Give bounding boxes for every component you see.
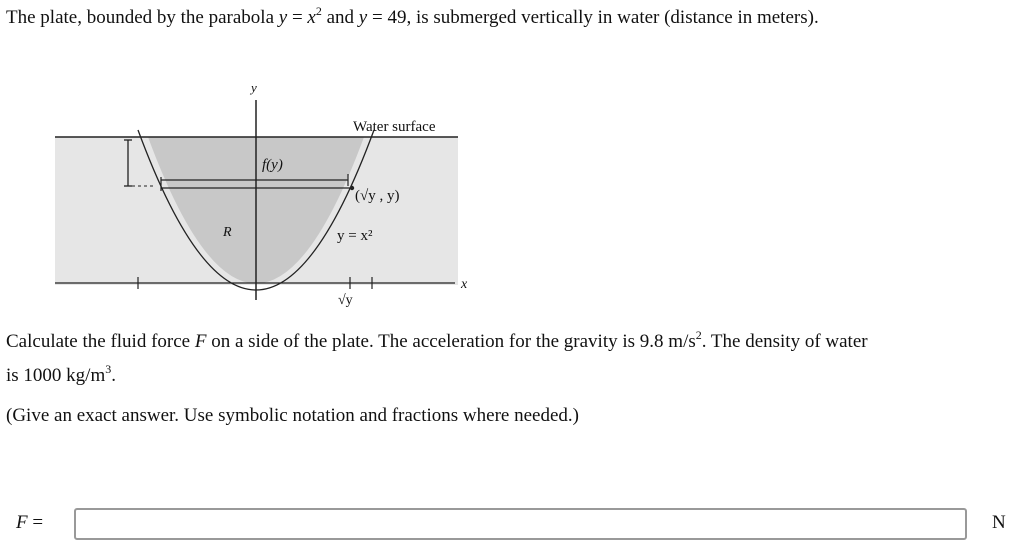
answer-label: F = [16, 512, 44, 533]
answer-instructions: (Give an exact answer. Use symbolic notation and fractions where needed.) [6, 405, 579, 426]
answer-input[interactable] [74, 508, 967, 540]
f-of-y-label: f(y) [262, 157, 283, 173]
unit-label: N [992, 512, 1006, 533]
water-surface-label: Water surface [353, 119, 436, 135]
x-axis-label: x [461, 277, 468, 292]
curve-label: y = x² [337, 228, 373, 244]
problem-intro: The plate, bounded by the parabola $y = x^2$ and y = 49, is submerged vertically in water (distance in meters). [6, 4, 819, 28]
point-marker [350, 186, 354, 190]
problem-density: is 1000 $kg/m^3$. [6, 362, 116, 386]
point-label: (√y , y) [355, 188, 400, 204]
y-axis-label: y [251, 80, 257, 95]
plate-diagram [0, 70, 480, 320]
sqrt-y-label: √y [338, 293, 353, 308]
problem-question: Calculate the fluid force F on a side of the plate. The acceleration for the gravity is 9.8 $m/s^2$. The density of water [6, 328, 868, 352]
region-label: R [223, 225, 232, 240]
